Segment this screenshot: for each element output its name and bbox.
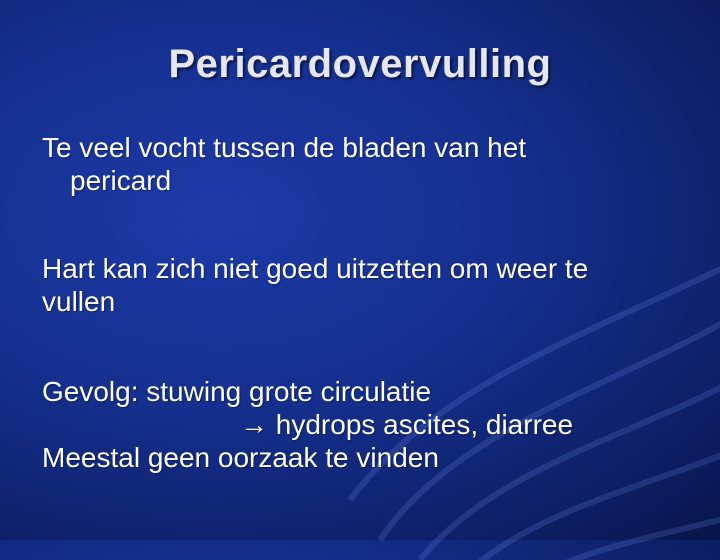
bullet-consequence-line1: Gevolg: stuwing grote circulatie: [42, 376, 432, 407]
bullet-heart-filling-line1: Hart kan zich niet goed uitzetten om weer te: [42, 253, 589, 284]
bullet-excess-fluid-line2: pericard: [70, 165, 172, 196]
bullet-consequence: [42, 375, 702, 474]
slide-title: Pericardovervulling: [168, 42, 552, 86]
bullet-heart-filling: [42, 252, 702, 318]
bullet-consequence-line2-text: hydrops ascites, diarree: [268, 409, 574, 440]
bullet-no-cause: Meestal geen oorzaak te vinden: [42, 442, 439, 473]
bullet-consequence-line2: [42, 408, 702, 441]
bullet-excess-fluid: [42, 131, 682, 197]
bullet-heart-filling-line2: vullen: [42, 286, 116, 317]
bullet-excess-fluid-line1: Te veel vocht tussen de bladen van het: [42, 132, 527, 163]
arrow-right-icon: →: [240, 409, 268, 440]
